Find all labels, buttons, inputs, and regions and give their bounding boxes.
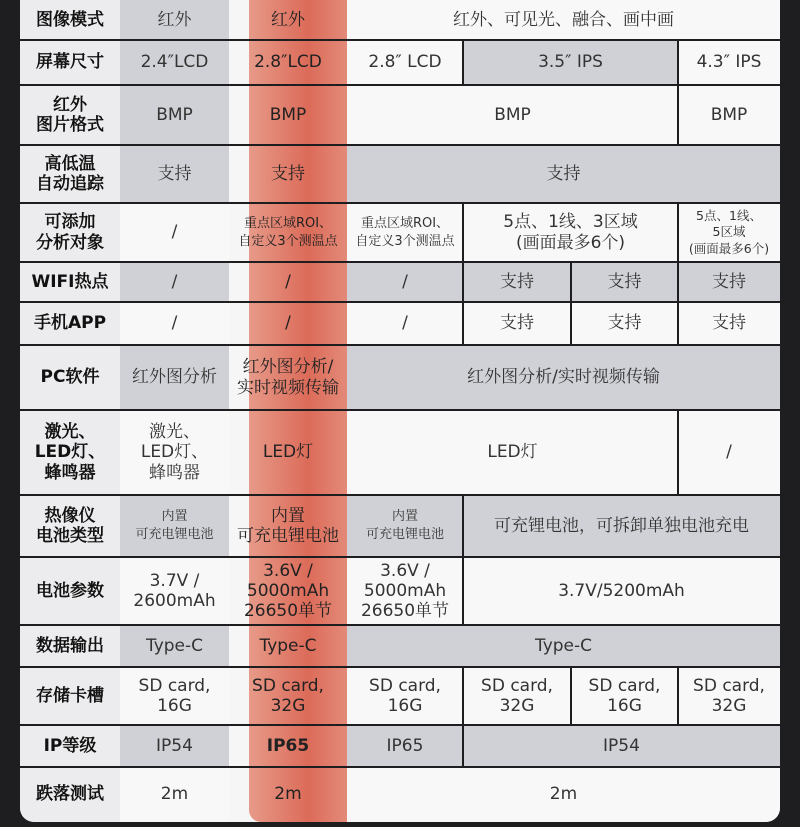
cell-analysis-objects-4: 5点、1线、3区域 (画面最多6个)	[463, 203, 678, 262]
cell-analysis-objects-2: 重点区域ROI、 自定义3个测温点	[238, 215, 338, 249]
row-divider	[20, 624, 780, 626]
column-divider	[677, 40, 679, 85]
column-divider	[570, 667, 572, 725]
cell-wifi-hotspot-6: 支持	[678, 262, 780, 302]
cell-ir-image-format-2: BMP	[269, 104, 307, 125]
row-divider	[20, 84, 780, 86]
row-label-wifi-hotspot: WIFI热点	[20, 262, 120, 302]
cell-ir-image-format-4: BMP	[678, 85, 780, 145]
column-divider	[677, 85, 679, 145]
cell-ir-image-format-1: BMP	[120, 85, 229, 145]
row-divider	[20, 556, 780, 558]
cell-screen-size-5: 4.3″ IPS	[678, 40, 780, 85]
column-divider	[462, 495, 464, 557]
row-divider	[20, 144, 780, 146]
cell-laser-led-buzzer-1: 激光、 LED灯、 蜂鸣器	[120, 410, 229, 495]
cell-storage-slot-2: SD card, 32G	[252, 675, 324, 716]
column-divider	[462, 725, 464, 767]
cell-storage-slot-5: SD card, 16G	[571, 667, 678, 725]
cell-image-mode-2: 红外	[271, 9, 305, 30]
row-divider	[20, 494, 780, 496]
cell-storage-slot-4: SD card, 32G	[463, 667, 571, 725]
row-label-battery-type: 热像仪 电池类型	[20, 495, 120, 557]
row-label-auto-tracking: 高低温 自动追踪	[20, 145, 120, 203]
cell-wifi-hotspot-4: 支持	[463, 262, 571, 302]
cell-ip-rating-4: IP54	[463, 725, 780, 767]
cell-wifi-hotspot-5: 支持	[571, 262, 678, 302]
cell-battery-type-3: 内置 可充电锂电池	[347, 495, 463, 557]
cell-pc-software-3: 红外图分析/实时视频传输	[347, 345, 780, 410]
cell-laser-led-buzzer-4: /	[678, 410, 780, 495]
column-divider	[570, 302, 572, 345]
cell-drop-test-3: 2m	[347, 767, 780, 822]
cell-battery-type-2: 内置 可充电锂电池	[237, 505, 339, 546]
cell-data-output-2: Type-C	[259, 635, 317, 656]
column-divider	[462, 203, 464, 262]
cell-storage-slot-3: SD card, 16G	[347, 667, 463, 725]
row-divider	[20, 724, 780, 726]
column-divider	[677, 262, 679, 302]
column-divider	[462, 262, 464, 302]
column-divider	[677, 203, 679, 262]
row-label-ir-image-format: 红外 图片格式	[20, 85, 120, 145]
cell-laser-led-buzzer-3: LED灯	[347, 410, 678, 495]
column-divider	[677, 667, 679, 725]
cell-analysis-objects-1: /	[120, 203, 229, 262]
cell-storage-slot-6: SD card, 32G	[678, 667, 780, 725]
row-divider	[20, 39, 780, 41]
cell-mobile-app-4: 支持	[463, 302, 571, 345]
cell-mobile-app-2: /	[285, 313, 291, 334]
row-label-data-output: 数据输出	[20, 625, 120, 667]
column-divider	[462, 40, 464, 85]
column-divider	[677, 302, 679, 345]
cell-auto-tracking-2: 支持	[271, 163, 305, 184]
row-divider	[20, 344, 780, 346]
cell-mobile-app-6: 支持	[678, 302, 780, 345]
cell-battery-type-4: 可充锂电池，可拆卸单独电池充电	[463, 495, 780, 557]
cell-screen-size-1: 2.4″LCD	[120, 40, 229, 85]
row-divider	[20, 261, 780, 263]
cell-pc-software-2: 红外图分析/ 实时视频传输	[237, 357, 339, 398]
column-divider	[677, 410, 679, 495]
cell-battery-params-4: 3.7V/5200mAh	[463, 557, 780, 625]
row-label-screen-size: 屏幕尺寸	[20, 40, 120, 85]
cell-laser-led-buzzer-2: LED灯	[262, 442, 314, 463]
row-label-mobile-app: 手机APP	[20, 302, 120, 345]
row-label-laser-led-buzzer: 激光、 LED灯、 蜂鸣器	[20, 410, 120, 495]
cell-drop-test-1: 2m	[120, 767, 229, 822]
cell-screen-size-3: 2.8″ LCD	[347, 40, 463, 85]
row-label-image-mode: 图像模式	[20, 0, 120, 40]
cell-screen-size-4: 3.5″ IPS	[463, 40, 678, 85]
cell-auto-tracking-1: 支持	[120, 145, 229, 203]
cell-ip-rating-2: IP65	[266, 735, 310, 756]
cell-storage-slot-1: SD card, 16G	[120, 667, 229, 725]
cell-drop-test-2: 2m	[274, 784, 302, 805]
cell-wifi-hotspot-3: /	[347, 262, 463, 302]
cell-auto-tracking-3: 支持	[347, 145, 780, 203]
cell-screen-size-2: 2.8″LCD	[254, 52, 322, 73]
cell-battery-params-1: 3.7V / 2600mAh	[120, 557, 229, 625]
row-divider	[20, 301, 780, 303]
cell-ip-rating-3: IP65	[347, 725, 463, 767]
row-divider	[20, 766, 780, 768]
cell-data-output-1: Type-C	[120, 625, 229, 667]
column-divider	[462, 667, 464, 725]
column-divider	[570, 262, 572, 302]
row-divider	[20, 202, 780, 204]
cell-battery-type-1: 内置 可充电锂电池	[120, 495, 229, 557]
row-label-battery-params: 电池参数	[20, 557, 120, 625]
row-label-pc-software: PC软件	[20, 345, 120, 410]
cell-data-output-3: Type-C	[347, 625, 780, 667]
cell-ir-image-format-3: BMP	[347, 85, 678, 145]
row-divider	[20, 409, 780, 411]
cell-ip-rating-1: IP54	[120, 725, 229, 767]
cell-mobile-app-1: /	[120, 302, 229, 345]
cell-wifi-hotspot-1: /	[120, 262, 229, 302]
row-label-ip-rating: IP等级	[20, 725, 120, 767]
row-label-analysis-objects: 可添加 分析对象	[20, 203, 120, 262]
cell-image-mode-1: 红外	[120, 0, 229, 40]
cell-image-mode-3: 红外、可见光、融合、画中画	[347, 0, 780, 40]
row-label-storage-slot: 存储卡槽	[20, 667, 120, 725]
column-divider	[462, 557, 464, 625]
cell-battery-params-2: 3.6V / 5000mAh 26650单节	[243, 560, 333, 622]
column-divider	[462, 302, 464, 345]
row-label-drop-test: 跌落测试	[20, 767, 120, 822]
cell-mobile-app-3: /	[347, 302, 463, 345]
cell-battery-params-3: 3.6V / 5000mAh 26650单节	[347, 557, 463, 625]
spec-comparison-table	[20, 0, 780, 822]
cell-analysis-objects-5: 5点、1线、 5区域 (画面最多6个)	[678, 203, 780, 262]
row-divider	[20, 666, 780, 668]
cell-pc-software-1: 红外图分析	[120, 345, 229, 410]
cell-mobile-app-5: 支持	[571, 302, 678, 345]
cell-analysis-objects-3: 重点区域ROI、 自定义3个测温点	[347, 203, 463, 262]
cell-wifi-hotspot-2: /	[285, 271, 291, 292]
